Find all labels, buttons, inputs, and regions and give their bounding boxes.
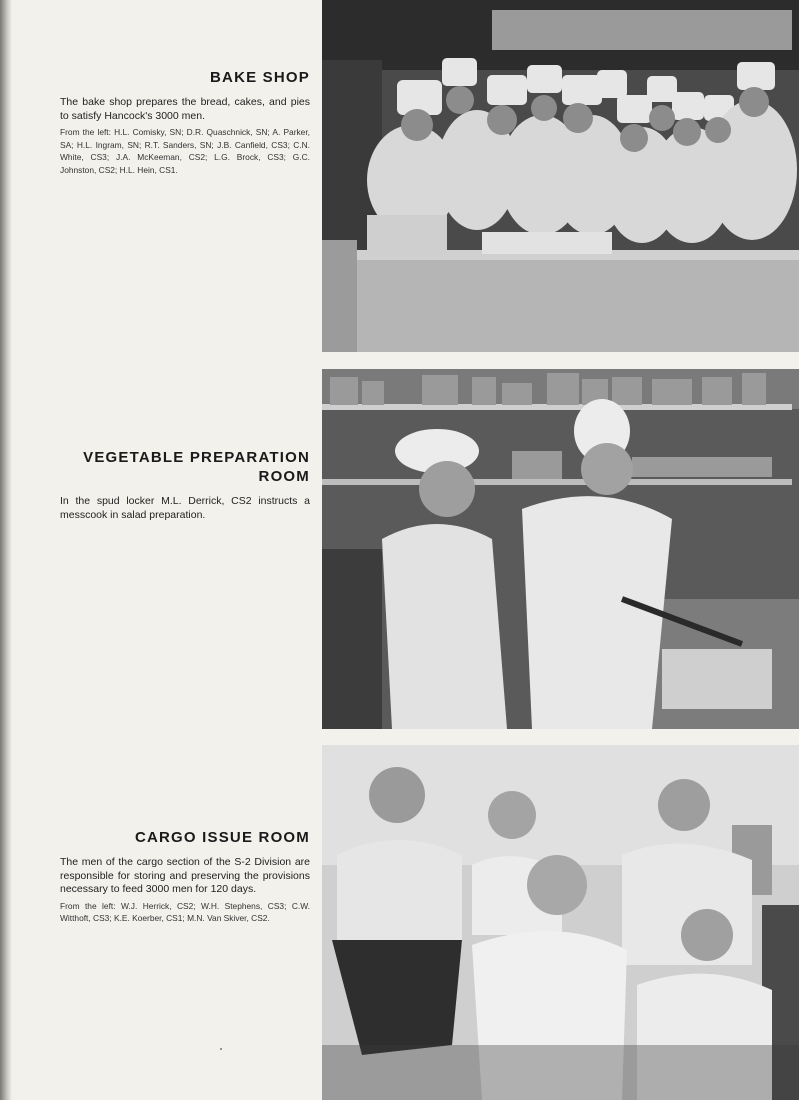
- cargo-room-photo: [322, 745, 799, 1100]
- vegetable-room-section: [60, 448, 310, 525]
- bake-shop-names: From the left: H.L. Comisky, SN; D.R. Quaschnick, SN; A. Parker, SA; H.L. Ingram, SN; R.T. Sanders, SN; J.B. Canfield, CS3; C.N. White, CS3; J.A. McKeeman, CS2; L.G. Brock, CS3; G.C. Johnston, CS2; H.L. Hein, CS1.: [60, 127, 310, 175]
- vegetable-room-heading: [60, 448, 310, 486]
- bake-shop-heading: BAKE SHOP: [210, 69, 310, 86]
- vegetable-room-heading-line1: VEGETABLE PREPARATION: [83, 449, 310, 466]
- cargo-room-section: [60, 828, 310, 925]
- page-mark: [220, 1048, 222, 1050]
- cargo-room-names: From the left: W.J. Herrick, CS2; W.H. Stephens, CS3; C.W. Witthoft, CS3; K.E. Koerber, CS1; M.N. Van Skiver, CS2.: [60, 900, 310, 923]
- bake-shop-description: The bake shop prepares the bread, cakes, and pies to satisfy Hancock's 3000 men.: [60, 96, 310, 122]
- vegetable-room-description: In the spud locker M.L. Derrick, CS2 instructs a messcook in salad preparation.: [60, 495, 310, 521]
- vegetable-room-heading-line2: ROOM: [258, 468, 310, 485]
- cargo-room-description: The men of the cargo section of the S-2 Division are responsible for storing and preserving the provisions necessary to feed 3000 men for 120 days.: [60, 856, 310, 895]
- vegetable-room-photo: [322, 369, 799, 729]
- bake-shop-photo: [322, 0, 799, 352]
- page-binding-shadow: [0, 0, 12, 1100]
- cargo-room-heading: CARGO ISSUE ROOM: [134, 829, 310, 846]
- bake-shop-section: [60, 68, 310, 176]
